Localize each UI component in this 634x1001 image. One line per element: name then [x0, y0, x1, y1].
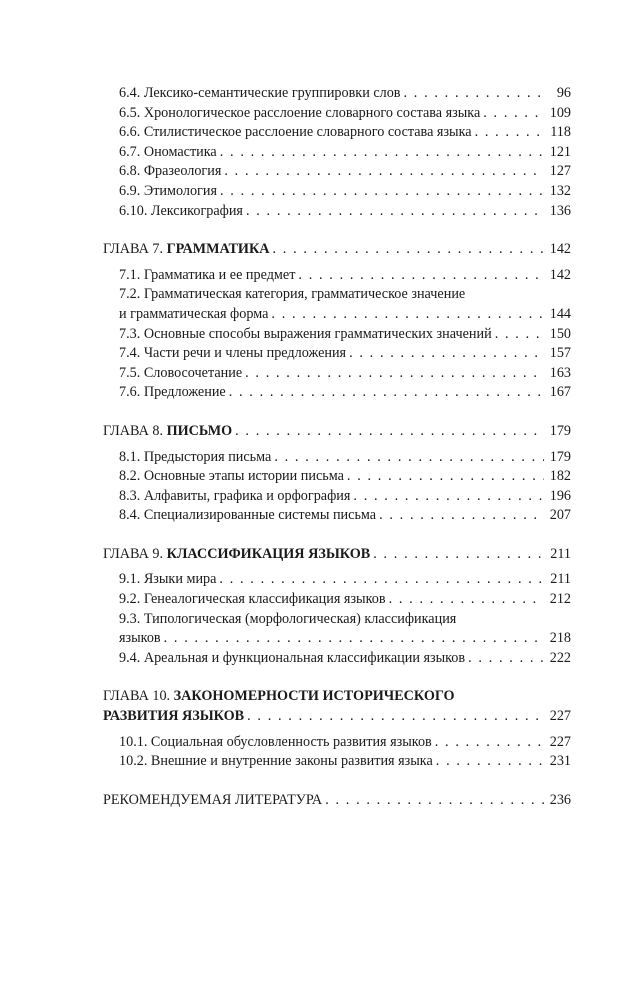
toc-entry-label: 9.2. Генеалогическая классификация языков — [119, 591, 386, 608]
toc-entry-line1: 7.2. Грамматическая категория, грамматическое значение — [119, 286, 466, 303]
toc-entry-label: языков — [119, 630, 161, 647]
chapter-number: ГЛАВА 7. — [103, 241, 164, 258]
leader-dots — [220, 182, 544, 202]
chapter-heading — [103, 422, 571, 442]
chapter-heading — [103, 707, 571, 727]
toc-entry-page: 127 — [549, 163, 571, 180]
toc-entry-page: 222 — [549, 649, 571, 666]
chapter-page: 142 — [549, 241, 571, 258]
toc-entry — [103, 752, 571, 772]
toc-entry-label: 8.4. Специализированные системы письма — [119, 507, 377, 524]
leader-dots — [373, 545, 544, 565]
toc-entry — [103, 629, 571, 649]
toc-entry-page: 118 — [550, 124, 571, 141]
leader-dots — [483, 104, 544, 124]
toc-entry — [103, 467, 571, 487]
leader-dots — [298, 266, 544, 286]
chapter-number: ГЛАВА 10. — [103, 688, 171, 705]
toc-entry-page: 142 — [549, 266, 571, 283]
toc-entry-label: 7.4. Части речи и члены предложения — [119, 345, 347, 362]
toc-entry — [103, 182, 571, 202]
literature-label: РЕКОМЕНДУЕМАЯ ЛИТЕРАТУРА — [103, 791, 323, 808]
leader-dots — [235, 422, 544, 442]
toc-entry-page: 179 — [549, 448, 571, 465]
chapter-title: ГРАММАТИКА — [166, 241, 270, 258]
literature-page: 236 — [549, 791, 571, 808]
table-of-contents — [103, 84, 571, 810]
toc-entry-page: 136 — [549, 202, 571, 219]
leader-dots — [164, 629, 544, 649]
toc-entry — [103, 123, 571, 143]
toc-entry-page: 167 — [549, 384, 571, 401]
toc-entry — [103, 84, 571, 104]
toc-entry-label: 6.6. Стилистическое расслоение словарного состава языка — [119, 124, 472, 141]
leader-dots — [325, 791, 544, 811]
toc-entry — [103, 266, 571, 286]
leader-dots — [353, 487, 544, 507]
chapter-heading-line1 — [103, 687, 571, 707]
leader-dots — [224, 162, 544, 182]
toc-entry-label: 9.1. Языки мира — [119, 571, 217, 588]
toc-entry-label: 7.5. Словосочетание — [119, 364, 243, 381]
toc-entry-page: 132 — [549, 182, 571, 199]
chapter-title-line1: ЗАКОНОМЕРНОСТИ ИСТОРИЧЕСКОГО — [173, 688, 455, 705]
toc-entry — [103, 162, 571, 182]
literature-entry — [103, 791, 571, 811]
chapter-page: 211 — [550, 545, 571, 562]
chapter-heading — [103, 545, 571, 565]
toc-entry — [103, 506, 571, 526]
leader-dots — [468, 649, 544, 669]
chapter-number: ГЛАВА 9. — [103, 545, 164, 562]
toc-entry-label: 6.4. Лексико-семантические группировки слов — [119, 85, 401, 101]
leader-dots — [273, 240, 545, 260]
leader-dots — [349, 344, 544, 364]
toc-entry — [103, 383, 571, 403]
leader-dots — [436, 752, 544, 772]
toc-entry — [103, 104, 571, 124]
leader-dots — [495, 325, 544, 345]
toc-entry — [103, 364, 571, 384]
toc-entry-page: 227 — [549, 733, 571, 750]
leader-dots — [274, 448, 544, 468]
toc-entry-label: 8.1. Предыстория письма — [119, 448, 272, 465]
leader-dots — [379, 506, 544, 526]
toc-entry-page: 163 — [549, 364, 571, 381]
toc-entry-page: 157 — [549, 345, 571, 362]
toc-entry — [103, 202, 571, 222]
toc-entry — [103, 590, 571, 610]
toc-entry-page: 218 — [549, 630, 571, 647]
toc-entry-line1: 9.3. Типологическая (морфологическая) классификация — [119, 610, 457, 627]
leader-dots — [347, 467, 544, 487]
leader-dots — [475, 123, 544, 143]
chapter-title: ПИСЬМО — [166, 422, 233, 439]
chapter-page: 227 — [549, 708, 571, 725]
toc-entry — [103, 733, 571, 753]
leader-dots — [245, 364, 544, 384]
toc-entry — [103, 325, 571, 345]
toc-entry-page: 121 — [549, 143, 571, 160]
leader-dots — [219, 570, 544, 590]
leader-dots — [389, 590, 544, 610]
leader-dots — [229, 383, 544, 403]
toc-entry-page: 196 — [549, 487, 571, 504]
toc-entry-label: 7.6. Предложение — [119, 384, 226, 401]
toc-entry-label: 6.9. Этимология — [119, 182, 217, 199]
toc-entry — [103, 344, 571, 364]
toc-entry-label: 6.8. Фразеология — [119, 163, 222, 180]
toc-entry-page: 212 — [549, 591, 571, 608]
chapter-number: ГЛАВА 8. — [103, 422, 164, 439]
toc-entry-label: 10.1. Социальная обусловленность развития языков — [119, 733, 432, 750]
chapter-title-line2: РАЗВИТИЯ ЯЗЫКОВ — [103, 708, 245, 725]
toc-entry-label: 7.1. Грамматика и ее предмет — [119, 266, 296, 283]
toc-entry-label: 6.10. Лексикография — [119, 202, 243, 219]
toc-entry-label: 9.4. Ареальная и функциональная классификации языков — [119, 649, 466, 666]
leader-dots — [404, 84, 545, 104]
chapter-page: 179 — [549, 422, 571, 439]
toc-entry-label: 6.5. Хронологическое расслоение словарного состава языка — [119, 104, 481, 121]
toc-entry — [103, 305, 571, 325]
toc-entry-page: 182 — [549, 468, 571, 485]
chapter-heading — [103, 240, 571, 260]
toc-entry-page: 150 — [549, 325, 571, 342]
toc-entry-page: 231 — [549, 753, 571, 770]
toc-entry-page: 144 — [549, 305, 571, 322]
toc-entry — [103, 143, 571, 163]
leader-dots — [247, 707, 544, 727]
toc-entry — [103, 448, 571, 468]
toc-entry-page: 109 — [549, 104, 571, 121]
toc-entry-page: 96 — [556, 85, 571, 101]
toc-entry-page: 211 — [550, 571, 571, 588]
leader-dots — [435, 733, 544, 753]
leader-dots — [246, 202, 544, 222]
toc-entry-label: 7.3. Основные способы выражения грамматических значений — [119, 325, 492, 342]
toc-entry-label: 8.3. Алфавиты, графика и орфография — [119, 487, 351, 504]
leader-dots — [220, 143, 544, 163]
toc-entry-label: 6.7. Ономастика — [119, 143, 217, 160]
toc-entry-page: 207 — [549, 507, 571, 524]
toc-entry — [103, 487, 571, 507]
leader-dots — [271, 305, 544, 325]
toc-entry-label: 10.2. Внешние и внутренние законы развития языка — [119, 753, 433, 770]
toc-entry — [103, 570, 571, 590]
toc-entry-label: 8.2. Основные этапы истории письма — [119, 468, 344, 485]
toc-entry — [103, 649, 571, 669]
chapter-title: КЛАССИФИКАЦИЯ ЯЗЫКОВ — [166, 545, 371, 562]
toc-entry-label: и грамматическая форма — [119, 305, 269, 322]
